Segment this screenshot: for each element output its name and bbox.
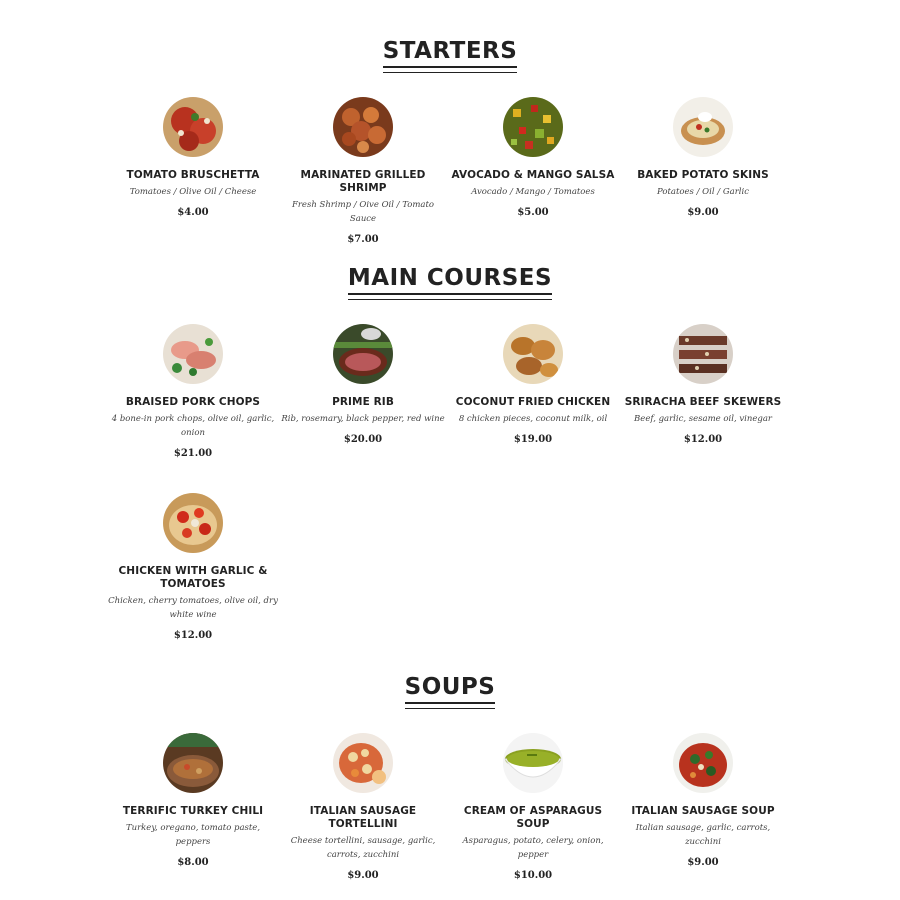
item-price: $20.00 (343, 434, 383, 445)
potato-skins-photo (673, 97, 733, 157)
tortellini-photo (333, 733, 393, 793)
grilled-shrimp-photo (333, 97, 393, 157)
item-name: COCONUT FRIED CHICKEN (455, 396, 611, 408)
chicken-tomatoes-photo (163, 493, 223, 553)
item-name: BAKED POTATO SKINS (637, 169, 769, 181)
item-description: 8 chicken pieces, coconut milk, oil (458, 414, 608, 424)
item-name: ITALIAN SAUSAGE SOUP (631, 805, 775, 817)
menu-item[interactable] (448, 97, 618, 218)
tomato-bruschetta-photo (163, 97, 223, 157)
item-name: BRAISED PORK CHOPS (125, 396, 261, 408)
item-price: $9.00 (347, 870, 379, 881)
item-name: ITALIAN SAUSAGE TORTELLINI (309, 805, 417, 830)
menu-item[interactable] (618, 97, 788, 218)
item-price: $7.00 (347, 234, 379, 245)
item-description: Turkey, oregano, tomato paste, peppers (125, 823, 261, 847)
item-price: $9.00 (687, 207, 719, 218)
menu-item[interactable] (278, 733, 448, 881)
item-description: Cheese tortellini, sausage, garlic, carrots, zucchini (290, 836, 436, 860)
item-price: $21.00 (173, 448, 213, 459)
item-name: MARINATED GRILLED SHRIMP (300, 169, 426, 194)
menu-item[interactable] (108, 324, 278, 459)
prime-rib-photo (333, 324, 393, 384)
item-price: $5.00 (517, 207, 549, 218)
item-description: Avocado / Mango / Tomatoes (471, 187, 595, 197)
item-price: $8.00 (177, 857, 209, 868)
item-price: $12.00 (683, 434, 723, 445)
menu-item[interactable] (108, 97, 278, 218)
item-name: TERRIFIC TURKEY CHILI (122, 805, 264, 817)
item-description: Chicken, cherry tomatoes, olive oil, dry white wine (108, 596, 278, 620)
item-name: SRIRACHA BEEF SKEWERS (624, 396, 782, 408)
item-description: Italian sausage, garlic, carrots, zucchini (635, 823, 771, 847)
item-price: $19.00 (513, 434, 553, 445)
section-title: STARTERS (383, 38, 518, 68)
item-description: 4 bone-in pork chops, olive oil, garlic, onion (111, 414, 275, 438)
item-price: $4.00 (177, 207, 209, 218)
section-heading-starters (0, 38, 900, 68)
menu-item[interactable] (278, 324, 448, 445)
item-name: PRIME RIB (332, 396, 394, 408)
item-description: Fresh Shrimp / Oive Oil / Tomato Sauce (291, 200, 435, 224)
pork-chops-photo (163, 324, 223, 384)
beef-skewers-photo (673, 324, 733, 384)
item-price: $10.00 (513, 870, 553, 881)
section-heading-soups (0, 674, 900, 704)
menu-item[interactable] (278, 97, 448, 245)
section-heading-main-courses (0, 265, 900, 295)
turkey-chili-photo (163, 733, 223, 793)
section-title: SOUPS (405, 674, 496, 704)
asparagus-soup-photo (503, 733, 563, 793)
mango-salsa-photo (503, 97, 563, 157)
menu-item[interactable] (448, 324, 618, 445)
item-name: TOMATO BRUSCHETTA (126, 169, 260, 181)
menu-item[interactable] (108, 493, 278, 641)
item-price: $9.00 (687, 857, 719, 868)
item-description: Rib, rosemary, black pepper, red wine (281, 414, 445, 424)
menu-item[interactable] (448, 733, 618, 881)
menu-item[interactable] (618, 733, 788, 868)
menu-item[interactable] (108, 733, 278, 868)
item-description: Potatoes / Oil / Garlic (657, 187, 749, 197)
sausage-soup-photo (673, 733, 733, 793)
item-name: CREAM OF ASPARAGUS SOUP (463, 805, 603, 830)
item-description: Tomatoes / Olive Oil / Cheese (129, 187, 257, 197)
item-description: Asparagus, potato, celery, onion, pepper (462, 836, 604, 860)
section-title: MAIN COURSES (348, 265, 552, 295)
item-name: AVOCADO & MANGO SALSA (451, 169, 615, 181)
item-name: CHICKEN WITH GARLIC & TOMATOES (118, 565, 268, 590)
item-price: $12.00 (173, 630, 213, 641)
menu-item[interactable] (618, 324, 788, 445)
item-description: Beef, garlic, sesame oil, vinegar (634, 414, 772, 424)
fried-chicken-photo (503, 324, 563, 384)
